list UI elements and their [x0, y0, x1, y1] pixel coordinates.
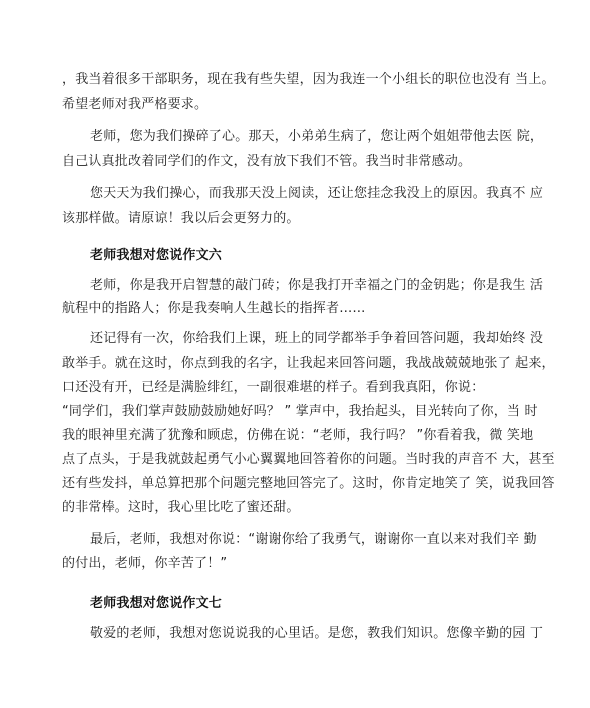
paragraph-line: 我的眼神里充满了犹豫和顾虑，仿佛在说：“老师，我行吗？ ”你看着我，微 笑地	[62, 428, 534, 443]
paragraph-line: 还记得有一次，你给我们上课，班上的同学都举手争着回答问题，我却始终 没	[90, 331, 544, 346]
paragraph-line: 敢举手。就在这时，你点到我的名字，让我起来回答问题，我战战兢兢地张了 起来，	[62, 356, 555, 371]
paragraph-line: 的非常棒。这时，我心里比吃了蜜还甜。	[62, 500, 300, 515]
paragraph-line: 最后，老师，我想对你说：“谢谢你给了我勇气，谢谢你一直以来对我们辛 勤	[90, 532, 537, 547]
section-heading: 老师我想对您说作文六	[90, 248, 223, 263]
paragraph-line: 的付出，老师，你辛苦了！”	[62, 556, 228, 571]
section-heading: 老师我想对您说作文七	[90, 596, 223, 611]
paragraph-line: 该那样做。请原谅！我以后会更努力的。	[62, 211, 300, 226]
paragraph-line: 希望老师对我严格要求。	[62, 97, 208, 112]
paragraph-line: 敬爱的老师，我想对您说说我的心里话。是您，教我们知识。您像辛勤的园 丁	[90, 626, 544, 641]
paragraph-line: 还有些发抖，单总算把那个问题完整地回答完了。这时，你肯定地笑了 笑，说我回答	[62, 476, 555, 491]
paragraph-line: 口还没有开，已经是满脸绯红，一副很难堪的样子。看到我真阳，你说：	[62, 380, 485, 395]
paragraph-line: ，我当着很多干部职务，现在我有些失望，因为我连一个小组长的职位也没有 当上。	[62, 72, 555, 87]
paragraph-line: “同学们，我们掌声鼓励鼓励她好吗？ ” 掌声中，我抬起头，目光转向了你，当 时	[62, 404, 538, 419]
paragraph-line: 您天天为我们操心，而我那天没上阅读，还让您挂念我没上的原因。我真不 应	[90, 186, 544, 201]
paragraph-line: 老师，您为我们操碎了心。那天，小弟弟生病了，您让两个姐姐带他去医 院，	[90, 129, 544, 144]
paragraph-line: 点了点头，于是我就鼓起勇气小心翼翼地回答着你的问题。当时我的声音不 大，甚至	[62, 452, 555, 467]
paragraph-line: 老师，你是我开启智慧的敲门砖；你是我打开幸福之门的金钥匙；你是我生 活	[90, 278, 544, 293]
paragraph-line: 航程中的指路人；你是我奏响人生越长的指挥者……	[62, 301, 366, 316]
paragraph-line: 自己认真批改着同学们的作文，没有放下我们不管。我当时非常感动。	[62, 154, 472, 169]
